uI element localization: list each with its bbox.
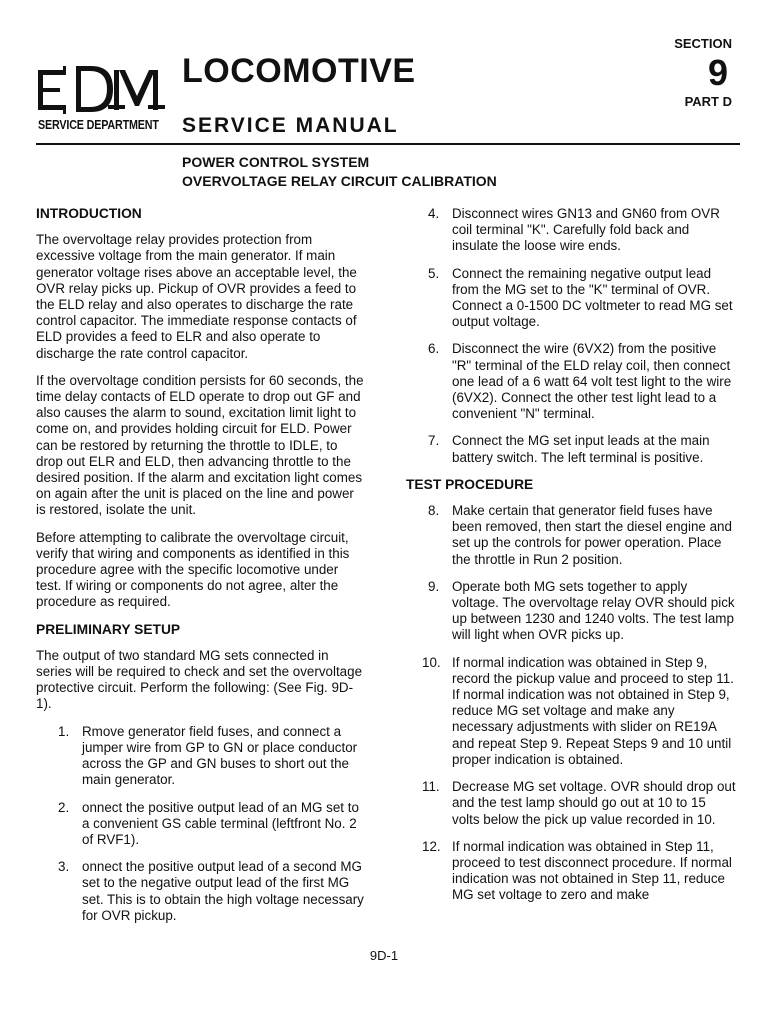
setup-steps-left	[36, 724, 366, 924]
manual-subtitle: SERVICE MANUAL	[182, 114, 399, 137]
manual-title: LOCOMOTIVE	[182, 52, 416, 90]
intro-paragraph-1: The overvoltage relay provides protection from excessive voltage from the main generator. If main generator voltage rises above an acceptable level, the OVR relay picks up. Pickup of OVR provides a feed to the ELD relay and also operates to discharge the rate control capacitor. The immediate response contacts of ELD provides a feed to ELR and also operate to discharge the rate control capacitor.	[36, 232, 357, 361]
list-item	[406, 206, 736, 255]
setup-steps-right	[406, 206, 736, 466]
doc-title-line-2: OVERVOLTAGE RELAY CIRCUIT CALIBRATION	[182, 173, 497, 189]
step-text: Decrease MG set voltage. OVR should drop out and the test lamp should go out at 10 to 15 volts below the pick up value recorded in 10.	[452, 779, 736, 827]
step-text: Connect the remaining negative output lead from the MG set to the "K" terminal of OVR. Connect a 0-1500 DC voltmeter to read MG set output voltage.	[452, 265, 733, 330]
step-number: 11.	[422, 779, 440, 795]
list-item	[406, 433, 736, 465]
list-item	[406, 266, 736, 331]
step-number: 10.	[422, 654, 441, 670]
step-number: 6.	[428, 341, 440, 357]
emd-logo	[36, 62, 170, 122]
step-number: 3.	[58, 859, 70, 875]
step-text: Disconnect wires GN13 and GN60 from OVR coil terminal "K". Carefully fold back and insulate the loose wire ends.	[452, 206, 720, 254]
setup-heading: PRELIMINARY SETUP	[36, 621, 181, 637]
list-item	[36, 724, 366, 789]
intro-heading: INTRODUCTION	[36, 206, 142, 221]
right-column	[406, 206, 736, 915]
step-number: 7.	[428, 433, 440, 449]
list-item	[406, 341, 736, 422]
list-item	[406, 655, 736, 768]
section-part: PART D	[684, 94, 732, 109]
list-item	[406, 503, 736, 568]
setup-paragraph: The output of two standard MG sets connected in series will be required to check and set the overvoltage protective circuit. Perform the following: (See Fig. 9D-1).	[36, 647, 363, 712]
step-number: 2.	[58, 799, 70, 815]
step-number: 9.	[428, 578, 440, 594]
step-text: onnect the positive output lead of a second MG set to the negative output lead of the first MG set. This is to obtain the high voltage necessary for OVR pickup.	[82, 859, 364, 923]
list-item	[406, 839, 736, 904]
section-number: 9	[707, 52, 728, 93]
step-text: onnect the positive output lead of an MG set to a convenient GS cable terminal (leftfront No. 2 of RVF1).	[82, 799, 359, 847]
step-text: Rmove generator field fuses, and connect a jumper wire from GP to GN or place conductor across the GP and GN buses to short out the main generator.	[82, 723, 358, 788]
step-text: Operate both MG sets together to apply voltage. The overvoltage relay OVR should pick up between 1230 and 1240 volts. The test lamp will light when OVR picks up.	[452, 578, 735, 643]
list-item	[36, 800, 366, 849]
step-number: 8.	[428, 503, 440, 519]
step-number: 4.	[428, 206, 440, 221]
list-item	[36, 859, 366, 924]
list-item	[406, 779, 736, 828]
step-text: Disconnect the wire (6VX2) from the positive "R" terminal of the ELD relay coil, then connect one lead of a 6 watt 64 volt test light to the wire (6VX2). Connect the other test light lead to a convenient "N" terminal.	[452, 341, 732, 422]
step-text: Make certain that generator field fuses have been removed, then start the diesel engine and set up the controls for power operation. Place the throttle in Run 2 position.	[452, 503, 732, 567]
section-label: SECTION	[674, 36, 732, 51]
step-text: If normal indication was obtained in Step 9, record the pickup value and proceed to step 11. If normal indication was not obtained in Step 9, reduce MG set voltage and make any necessary adjustments with slider on RE19A and repeat Step 9. Repeat Steps 9 and 10 until proper indication is obtained.	[452, 654, 734, 767]
left-column	[36, 206, 366, 935]
step-text: If normal indication was obtained in Step 11, proceed to test disconnect procedure. If normal indication was not obtained in Step 11, reduce MG set voltage to zero and make	[452, 838, 732, 903]
list-item	[406, 579, 736, 644]
department-label: SERVICE DEPARTMENT	[38, 118, 159, 132]
test-steps	[406, 503, 736, 903]
page-number: 9D-1	[369, 948, 399, 963]
step-text: Connect the MG set input leads at the main battery switch. The left terminal is positive.	[452, 433, 710, 465]
step-number: 5.	[428, 265, 440, 281]
step-number: 12.	[422, 838, 441, 854]
header-rule	[36, 143, 740, 145]
doc-title-line-1: POWER CONTROL SYSTEM	[182, 154, 370, 170]
test-heading: TEST PROCEDURE	[406, 476, 534, 492]
intro-paragraph-3: Before attempting to calibrate the overvoltage circuit, verify that wiring and components as identified in this procedure agree with the specific locomotive under test. If wiring or components do not agree, alter the procedure as required.	[36, 529, 350, 610]
step-number: 1.	[58, 723, 70, 739]
intro-paragraph-2: If the overvoltage condition persists for 60 seconds, the time delay contacts of ELD operate to drop out GF and also causes the alarm to sound, excitation limit light to come on, and provides holding circuit for ELD. Power can be restored by returning the throttle to IDLE, to drop out ELR and ELD, then advancing throttle to the desired position. If the alarm and excitation light comes on again after the unit is placed on the line and power is restored, isolate the unit.	[36, 372, 364, 518]
